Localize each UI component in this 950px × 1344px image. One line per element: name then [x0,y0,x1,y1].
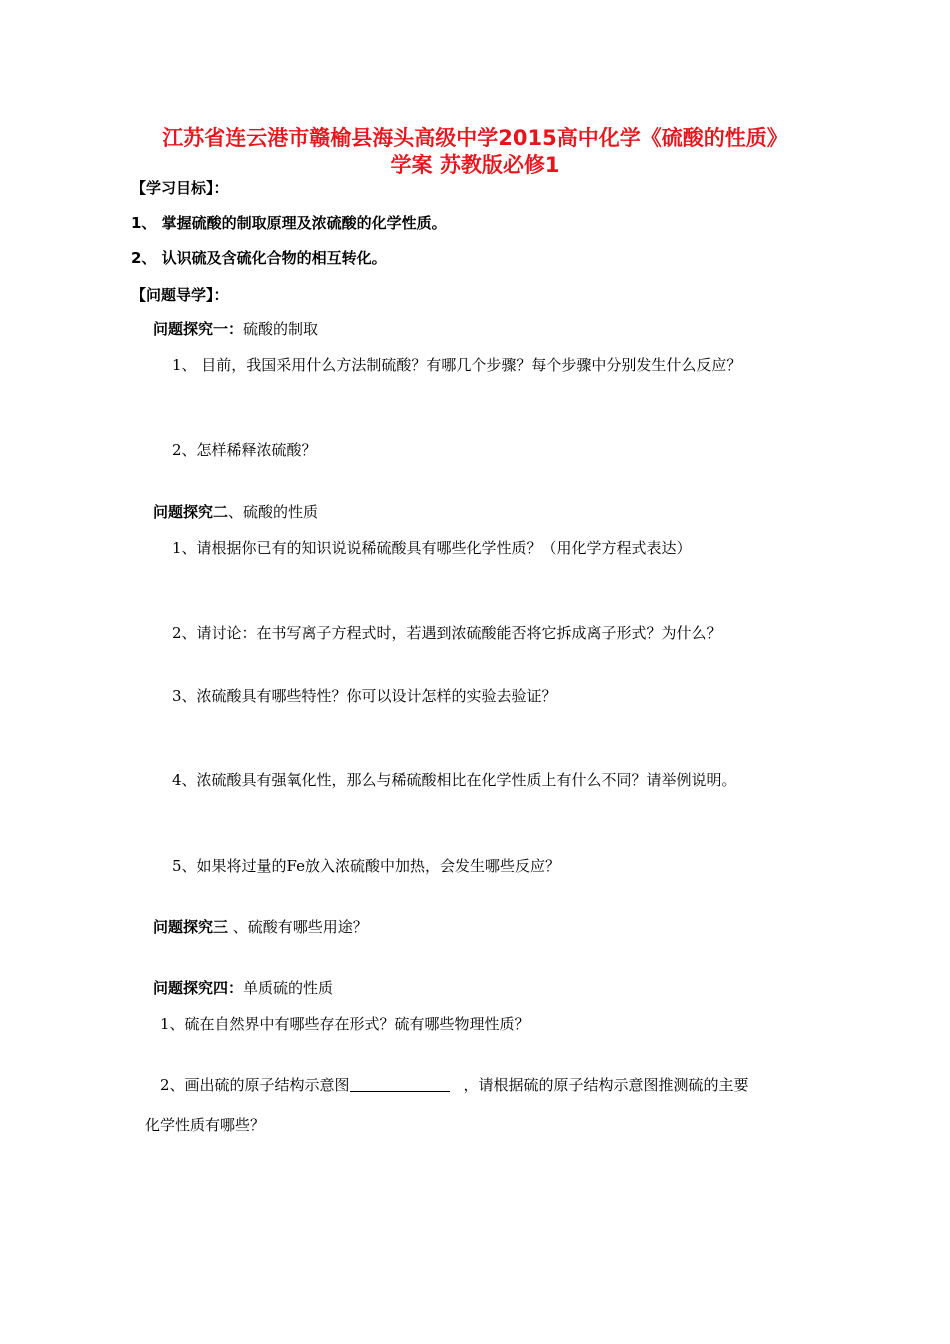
inquiry-1-label: 问题探究一： [153,320,244,338]
inquiry-3-topic: 、硫酸有哪些用途？ [228,918,368,936]
inquiry-3-header [153,916,368,938]
inquiry-4-question-2-start: 2、画出硫的原子结构示意图 [160,1076,350,1094]
inquiry-4-question-2-end: ，请根据硫的原子结构示意图推测硫的主要 [463,1076,749,1094]
inquiry-4-header [153,977,333,999]
inquiry-2-label: 问题探究二 [153,503,229,521]
goal-item-1: 1、 掌握硫酸的制取原理及浓硫酸的化学性质。 [131,214,447,232]
inquiry-4-label: 问题探究四： [153,979,244,997]
inquiry-3-label: 问题探究三 [153,918,229,936]
goal-item-2: 2、 认识硫及含硫化合物的相互转化。 [131,249,387,267]
inquiry-4-topic: 单质硫的性质 [243,979,334,997]
answer-blank[interactable] [350,1075,450,1092]
guide-heading: 【问题导学】： [131,286,229,304]
inquiry-1-topic: 硫酸的制取 [243,320,319,338]
inquiry-4-question-2-continuation: 化学性质有哪些？ [145,1116,266,1134]
inquiry-2-topic: 、硫酸的性质 [228,503,319,521]
document-title-line2: 学案 苏教版必修1 [390,153,560,177]
inquiry-2-question-5: 5、如果将过量的Fe放入浓硫酸中加热，会发生哪些反应？ [172,857,561,875]
inquiry-1-header [153,318,318,340]
inquiry-1-question-1: 1、 目前，我国采用什么方法制硫酸？有哪几个步骤？每个步骤中分别发生什么反应？ [172,356,742,374]
inquiry-2-question-4: 4、浓硫酸具有强氧化性，那么与稀硫酸相比在化学性质上有什么不同？请举例说明。 [172,771,737,789]
learning-goals-heading: 【学习目标】： [131,179,229,197]
inquiry-2-question-2: 2、请讨论：在书写离子方程式时，若遇到浓硫酸能否将它拆成离子形式？为什么？ [172,624,722,642]
inquiry-4-question-2 [160,1074,749,1096]
inquiry-2-question-3: 3、浓硫酸具有哪些特性？你可以设计怎样的实验去验证？ [172,687,557,705]
inquiry-2-question-1: 1、请根据你已有的知识说说稀硫酸具有哪些化学性质？（用化学方程式表达） [172,539,692,557]
inquiry-2-header [153,501,318,523]
inquiry-4-question-1: 1、硫在自然界中有哪些存在形式？硫有哪些物理性质？ [160,1015,530,1033]
document-title-line1: 江苏省连云港市赣榆县海头高级中学2015高中化学《硫酸的性质》 [162,126,788,150]
inquiry-1-question-2: 2、怎样稀释浓硫酸？ [172,441,317,459]
